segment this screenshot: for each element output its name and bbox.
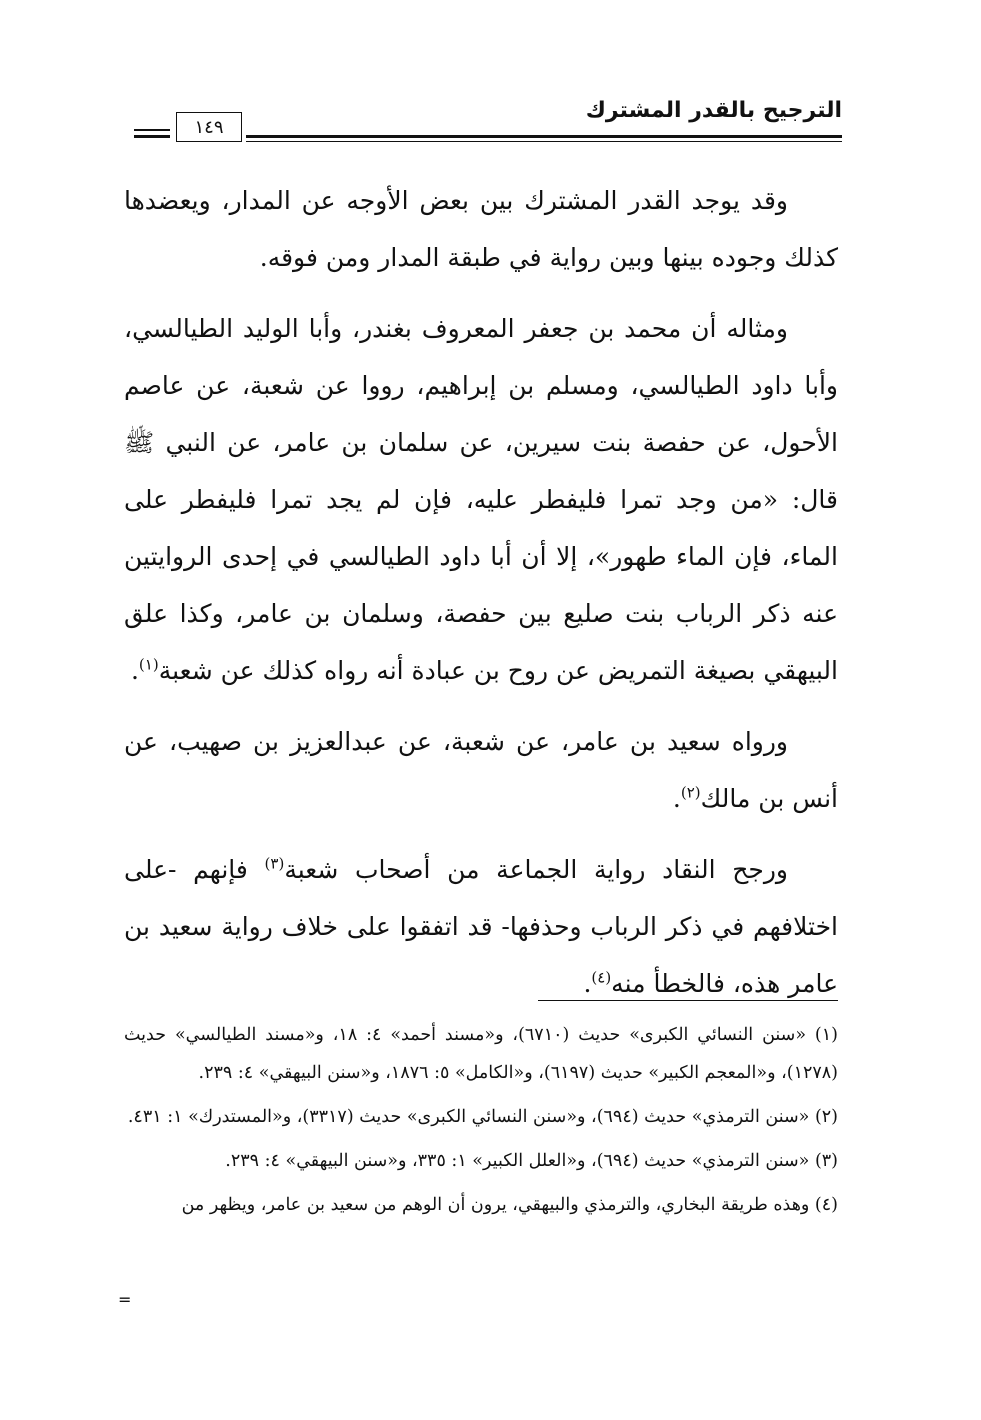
- footnote-2: (٢) «سنن الترمذي» حديث (٦٩٤)، و«سنن النسائي الكبرى» حديث (٣٣١٧)، و«المستدرك» ١: ٤٣١.: [127, 1107, 838, 1127]
- main-text: [124, 172, 838, 1026]
- header-rule-thick: [246, 135, 842, 138]
- paragraph: ورجح النقاد رواية الجماعة من أصحاب شعبة$^{(٣)}$ فإنهم -على اختلافهم في ذكر الرباب وحذفها- قد اتفقوا على خلاف رواية سعيد بن عامر هذه، فالخطأ منه$^{(٤)}$.: [124, 854, 838, 998]
- footnotes: [124, 1016, 838, 1230]
- page-header: [128, 92, 842, 152]
- header-rule-thin: [246, 141, 842, 142]
- page-number: ١٤٩: [176, 112, 242, 142]
- footnote-1: (١) «سنن النسائي الكبرى» حديث (٦٧١٠)، و«مسند أحمد» ٤: ١٨، و«مسند الطيالسي» حديث (١٢٧٨)، و«المعجم الكبير» حديث (٦١٩٧)، و«الكامل» ٥: ١٨٧٦، و«سنن البيهقي» ٤: ٢٣٩.: [124, 1025, 838, 1083]
- header-rule-short-bottom: [134, 135, 170, 138]
- paragraph: ومثاله أن محمد بن جعفر المعروف بغندر، وأبا الوليد الطيالسي، وأبا داود الطيالسي، ومسلم بن إبراهيم، رووا عن شعبة، عن عاصم الأحول، عن حفصة بنت سيرين، عن سلمان بن عامر، عن النبي ﷺ قال: «من وجد تمرا فليفطر عليه، فإن لم يجد تمرا فليفطر على الماء، فإن الماء طهور»، إلا أن أبا داود الطيالسي في إحدى الروايتين عنه ذكر الرباب بنت صليع بين حفصة، وسلمان بن عامر، وكذا علق البيهقي بصيغة التمريض عن روح بن عبادة أنه رواه كذلك عن شعبة$^{(١)}$.: [124, 314, 838, 685]
- footnote-ref-4[interactable]: (٤): [591, 968, 612, 987]
- footnote-ref-1[interactable]: (١): [138, 655, 159, 674]
- footnote-ref-2[interactable]: (٢): [680, 783, 701, 802]
- footnote-3: (٣) «سنن الترمذي» حديث (٦٩٤)، و«العلل الكبير» ١: ٣٣٥، و«سنن البيهقي» ٤: ٢٣٩.: [225, 1151, 838, 1171]
- paragraph: ورواه سعيد بن عامر، عن شعبة، عن عبدالعزيز بن صهيب، عن أنس بن مالك$^{(٢)}$.: [124, 727, 838, 813]
- footnote-4: (٤) وهذه طريقة البخاري، والترمذي والبيهقي، يرون أن الوهم من سعيد بن عامر، ويظهر من: [181, 1195, 838, 1215]
- paragraph: وقد يوجد القدر المشترك بين بعض الأوجه عن المدار، ويعضدها كذلك وجوده بينها وبين رواية في طبقة المدار ومن فوقه.: [124, 186, 838, 272]
- footnote-separator: [538, 1000, 838, 1001]
- running-title: الترجيح بالقدر المشترك: [585, 98, 842, 123]
- header-rule-short-top: [134, 129, 170, 131]
- footnote-ref-3[interactable]: (٣): [264, 854, 285, 873]
- continuation-mark: =: [118, 1290, 132, 1309]
